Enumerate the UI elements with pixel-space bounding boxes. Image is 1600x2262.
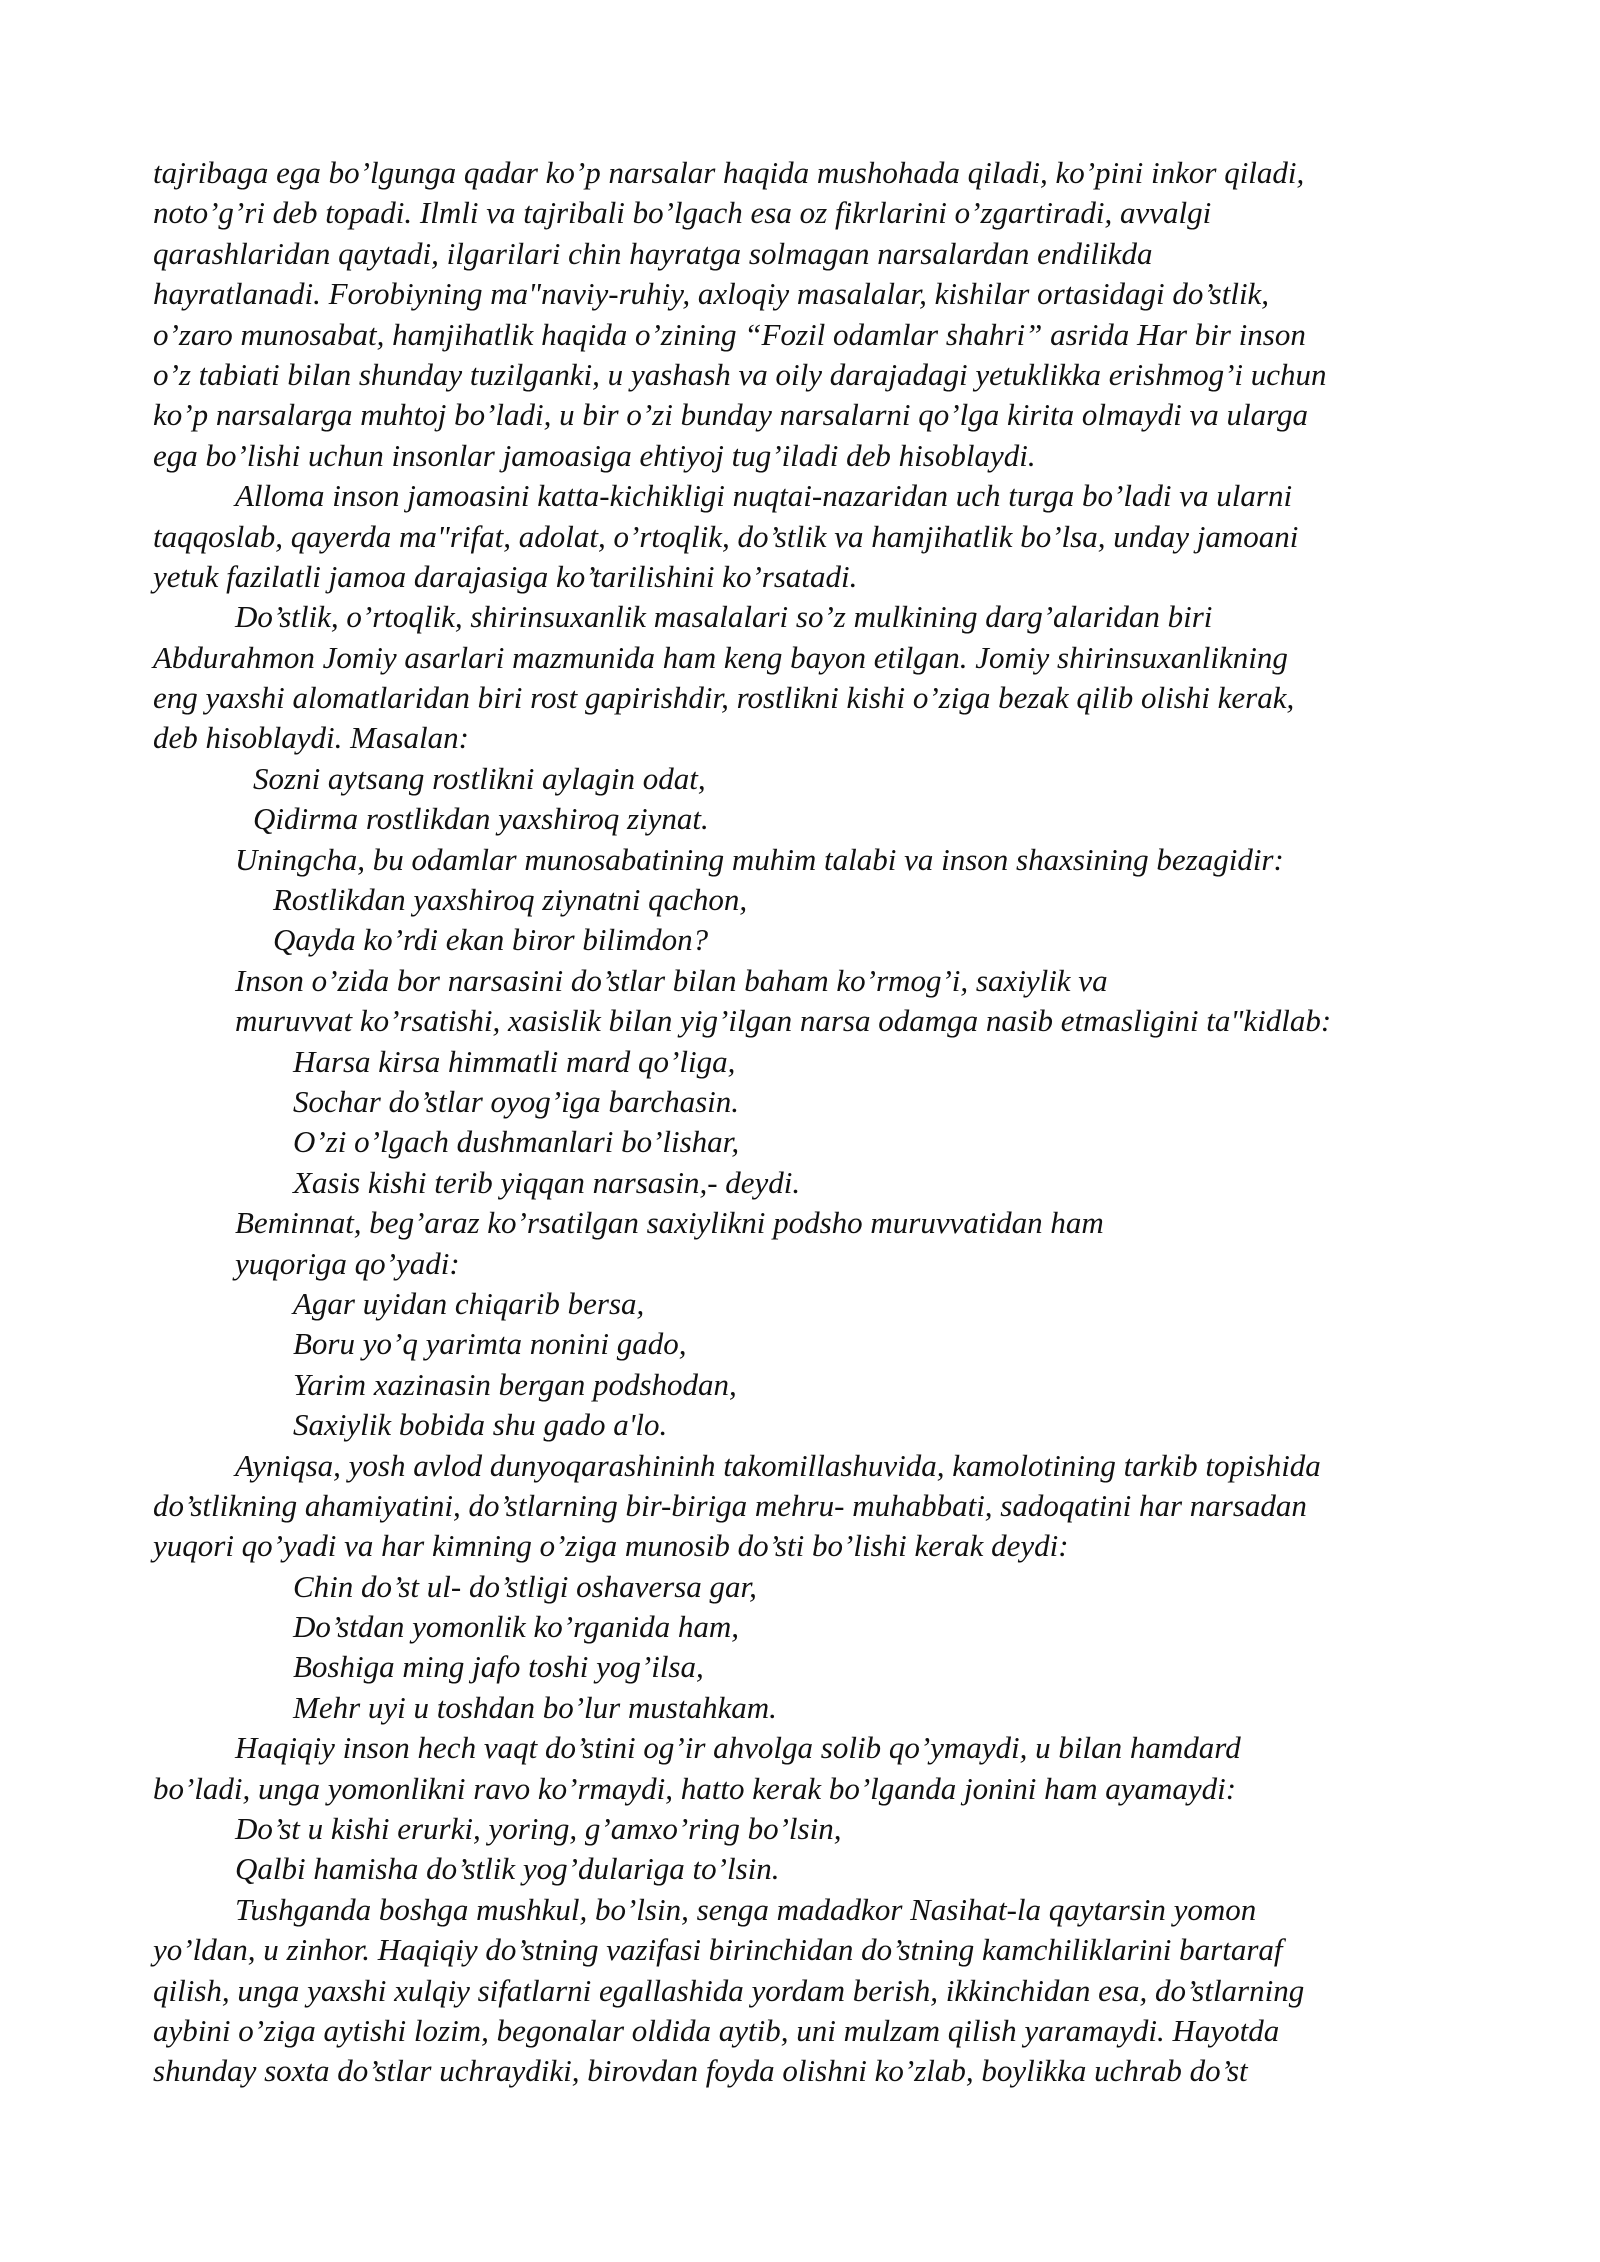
text-line: hayratlanadi. Forobiyning ma"naviy-ruhiy, axloqiy masalalar, kishilar ortasidagi do’stlik, — [153, 276, 1270, 312]
paragraph-start-line: Haqiqiy inson hech vaqt do’stini og’ir ahvolga solib qo’ymaydi, u bilan hamdard — [235, 1730, 1241, 1766]
text-line: yuqori qo’yadi va har kimning o’ziga munosib do’sti bo’lishi kerak deydi: — [153, 1528, 1069, 1564]
text-line: tajribaga ega bo’lgunga qadar ko’p narsalar haqida mushohada qiladi, ko’pini inkor qiladi, — [153, 155, 1305, 190]
verse-line: Xasis kishi terib yiqqan narsasin,- deydi. — [293, 1164, 801, 1200]
text-line: muruvvat ko’rsatishi, xasislik bilan yig’ilgan narsa odamga nasib etmasligini ta"kidlab: — [235, 1003, 1332, 1039]
verse-line: Do’stdan yomonlik ko’rganida ham, — [293, 1609, 740, 1645]
verse-line: Boru yo’q yarimta nonini gado, — [293, 1326, 687, 1362]
paragraph-start-line: Uningcha, bu odamlar munosabatining muhim talabi va inson shaxsining bezagidir: — [235, 841, 1284, 877]
verse-line: O’zi o’lgach dushmanlari bo’lishar, — [293, 1124, 740, 1160]
verse-line: Boshiga ming jafo toshi yog’ilsa, — [293, 1649, 704, 1685]
verse-line: Mehr uyi u toshdan bo’lur mustahkam. — [293, 1689, 777, 1725]
paragraph-start-line: Inson o’zida bor narsasini do’stlar bilan baham ko’rmog’i, saxiylik va — [235, 962, 1108, 998]
paragraph-start-line: Ayniqsa, yosh avlod dunyoqarashininh takomillashuvida, kamolotining tarkib topishida — [235, 1447, 1321, 1483]
text-line: yuqoriga qo’yadi: — [235, 1245, 460, 1281]
verse-line: Qidirma rostlikdan yaxshiroq ziynat. — [253, 801, 709, 837]
text-line: ega bo’lishi uchun insonlar jamoasiga ehtiyoj tug’iladi deb hisoblaydi. — [153, 437, 1036, 473]
text-line: taqqoslab, qayerda ma"rifat, adolat, o’rtoqlik, do’stlik va hamjihatlik bo’lsa, unday jamoani — [153, 518, 1299, 554]
text-line: ko’p narsalarga muhtoj bo’ladi, u bir o’zi bunday narsalarni qo’lga kirita olmaydi va ularga — [153, 397, 1309, 433]
verse-line: Qayda ko’rdi ekan biror bilimdon? — [273, 922, 709, 958]
paragraph-start-line: Beminnat, beg’araz ko’rsatilgan saxiylikni podsho muruvvatidan ham — [235, 1205, 1104, 1241]
text-line: noto’g’ri deb topadi. Ilmli va tajribali bo’lgach esa oz fikrlarini o’zgartiradi, avvalgi — [153, 195, 1212, 231]
verse-line: Rostlikdan yaxshiroq ziynatni qachon, — [273, 882, 748, 918]
verse-line: Saxiylik bobida shu gado a'lo. — [293, 1407, 668, 1443]
text-line: deb hisoblaydi. Masalan: — [153, 720, 469, 756]
text-line: bo’ladi, unga yomonlikni ravo ko’rmaydi, hatto kerak bo’lganda jonini ham ayamaydi: — [153, 1770, 1237, 1806]
paragraph-start-line: Alloma inson jamoasini katta-kichikligi nuqtai-nazaridan uch turga bo’ladi va ularni — [235, 478, 1293, 514]
text-line: Abdurahmon Jomiy asarlari mazmunida ham keng bayon etilgan. Jomiy shirinsuxanlikning — [153, 639, 1288, 675]
document-body — [153, 153, 1483, 2092]
paragraph-start-line: Tushganda boshga mushkul, bo’lsin, senga madadkor Nasihat-la qaytarsin yomon — [235, 1891, 1257, 1927]
verse-line: Agar uyidan chiqarib bersa, — [293, 1285, 645, 1321]
text-line: o’zaro munosabat, hamjihatlik haqida o’zining “Fozil odamlar shahri” asrida Har bir inson — [153, 316, 1306, 352]
text-line: do’stlikning ahamiyatini, do’stlarning bir-biriga mehru- muhabbati, sadoqatini har narsadan — [153, 1487, 1307, 1523]
paragraph-start-line: Do’stlik, o’rtoqlik, shirinsuxanlik masalalari so’z mulkining darg’alaridan biri — [235, 599, 1213, 635]
verse-line: Chin do’st ul- do’stligi oshaversa gar, — [293, 1568, 757, 1604]
verse-line: Sozni aytsang rostlikni aylagin odat, — [253, 760, 706, 796]
text-line: o’z tabiati bilan shunday tuzilganki, u yashash va oily darajadagi yetuklikka erishmog’i uchun — [153, 356, 1327, 392]
text-line: shunday soxta do’stlar uchraydiki, birovdan foyda olishni ko’zlab, boylikka uchrab do’st — [153, 2053, 1248, 2089]
verse-line: Harsa kirsa himmatli mard qo’liga, — [293, 1043, 736, 1079]
verse-line: Sochar do’stlar oyog’iga barchasin. — [293, 1083, 740, 1119]
text-line: aybini o’ziga aytishi lozim, begonalar oldida aytib, uni mulzam qilish yaramaydi. Hayotda — [153, 2012, 1280, 2048]
verse-line: Do’st u kishi erurki, yoring, g’amxo’ring bo’lsin, — [235, 1811, 842, 1847]
verse-line: Qalbi hamisha do’stlik yog’dulariga to’lsin. — [235, 1851, 780, 1887]
verse-line: Yarim xazinasin bergan podshodan, — [293, 1366, 737, 1402]
text-line: yo’ldan, u zinhor. Haqiqiy do’stning vazifasi birinchidan do’stning kamchiliklarini bartaraf — [153, 1932, 1283, 1968]
text-line: yetuk fazilatli jamoa darajasiga ko’tarilishini ko’rsatadi. — [153, 558, 858, 594]
text-line: eng yaxshi alomatlaridan biri rost gapirishdir, rostlikni kishi o’ziga bezak qilib olishi kerak, — [153, 680, 1295, 716]
text-line: qarashlaridan qaytadi, ilgarilari chin hayratga solmagan narsalardan endilikda — [153, 235, 1153, 271]
text-line: qilish, unga yaxshi xulqiy sifatlarni egallashida yordam berish, ikkinchidan esa, do’stlarning — [153, 1972, 1305, 2008]
